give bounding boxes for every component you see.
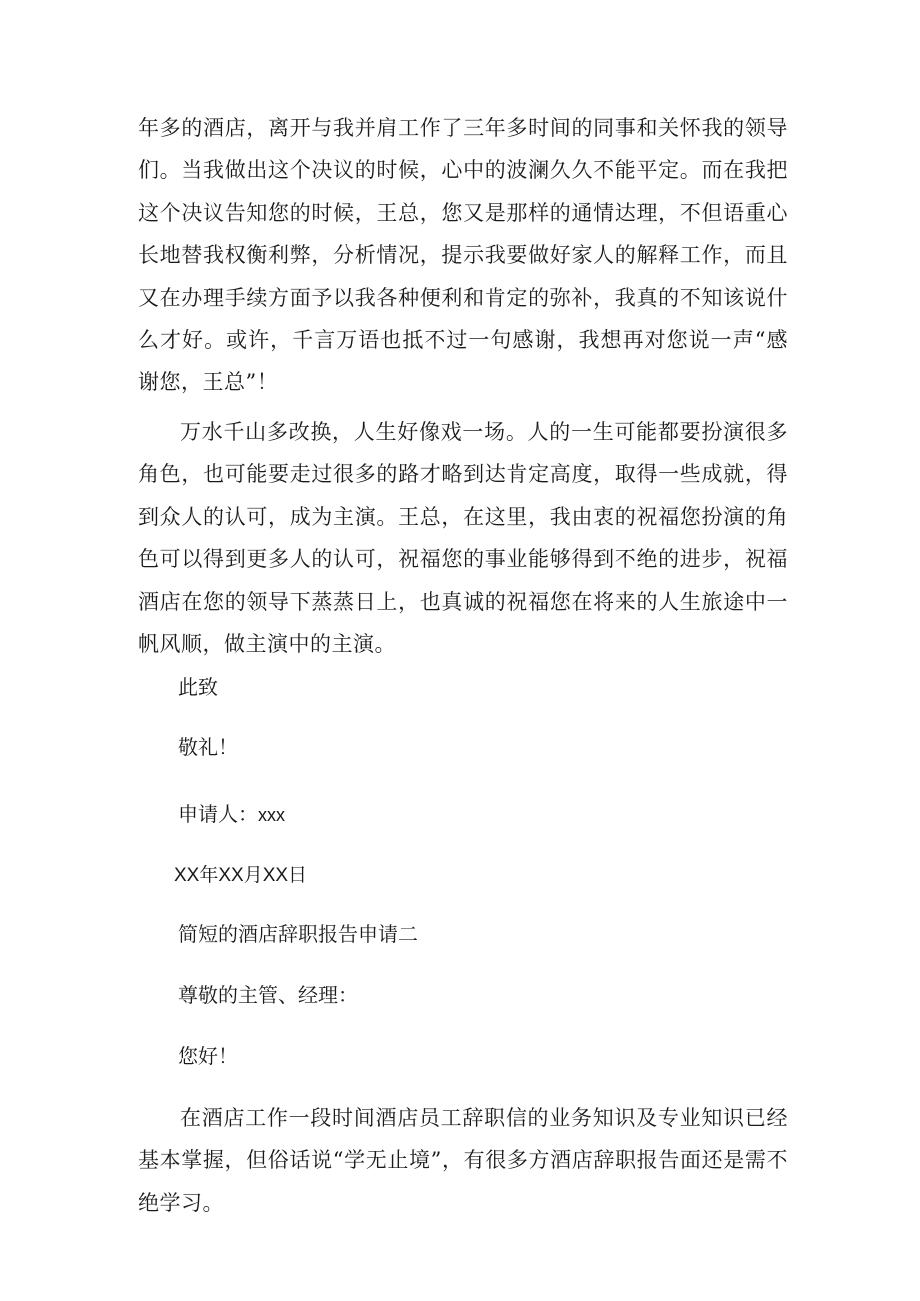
paragraph-gratitude: 年多的酒店，离开与我并肩工作了三年多时间的同事和关怀我的领导们。当我做出这个决议的时候，心中的波澜久久不能平定。而在我把这个决议告知您的时候，王总，您又是那样的通情达理，不但语重心长地替我权衡利弊，分析情况，提示我要做好家人的解释工作，而且又在办理手续方面予以我各种便利和肯定的弥补，我真的不知该说什么才好。或许，千言万语也抵不过一句感谢，我想再对您说一声“感谢您，王总”！	[138, 116, 788, 395]
applicant-name: xxx	[258, 805, 285, 825]
applicant-line	[178, 799, 285, 830]
paragraph-blessing: 万水千山多改换，人生好像戏一场。人的一生可能都要扮演很多角色，也可能要走过很多的路才略到达肯定高度，取得一些成就，得到众人的认可，成为主演。王总，在这里，我由衷的祝福您扮演的角色可以得到更多人的认可，祝福您的事业能够得到不绝的进步，祝福酒店在您的领导下蒸蒸日上，也真诚的祝福您在将来的人生旅途中一帆风顺，做主演中的主演。	[138, 420, 788, 657]
closing-cizhi: 此致	[178, 675, 218, 699]
section-title: 简短的酒店辞职报告申请二	[178, 922, 418, 946]
date-line: XX年XX月XX日	[174, 865, 308, 886]
greeting: 您好！	[178, 1044, 238, 1068]
applicant-label: 申请人：	[178, 802, 258, 826]
closing-jingli: 敬礼！	[178, 735, 238, 759]
salutation: 尊敬的主管、经理：	[178, 983, 358, 1007]
paragraph-resignation-body: 在酒店工作一段时间酒店员工辞职信的业务知识及专业知识已经基本掌握，但俗话说“学无止境”，有很多方酒店辞职报告面还是需不绝学习。	[138, 1106, 788, 1215]
